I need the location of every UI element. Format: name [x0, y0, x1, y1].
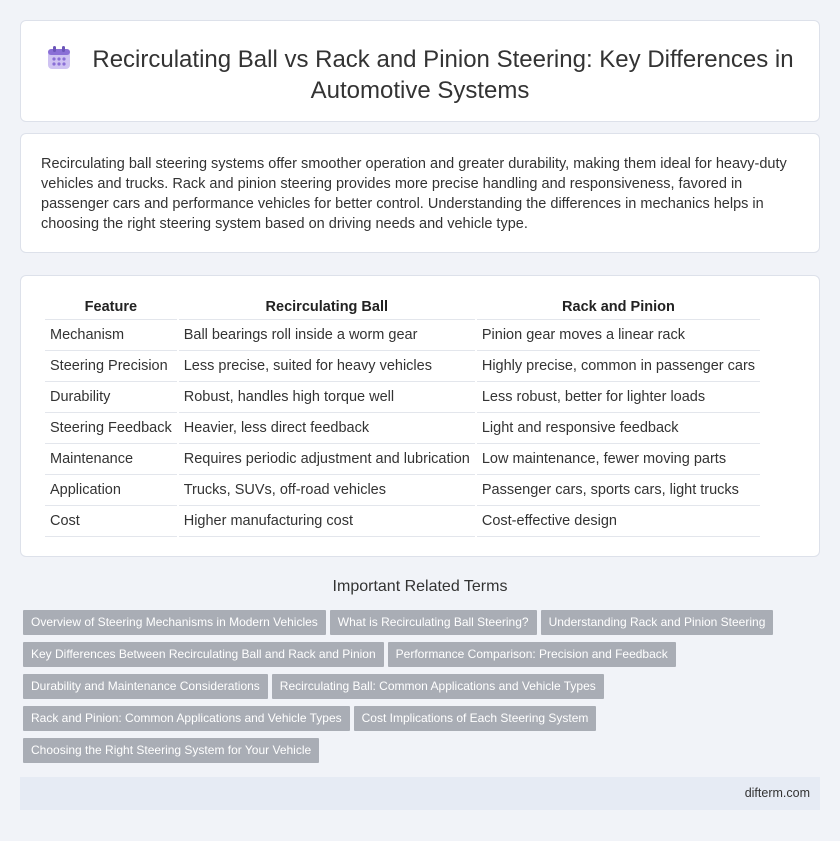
cell-rack-and-pinion: Pinion gear moves a linear rack — [477, 320, 760, 351]
header-feature: Feature — [45, 295, 177, 320]
cell-rack-and-pinion: Passenger cars, sports cars, light trucks — [477, 475, 760, 506]
related-terms-row — [23, 738, 813, 770]
related-term-tag[interactable]: Durability and Maintenance Considerations — [23, 674, 268, 699]
related-term-tag[interactable]: Choosing the Right Steering System for Your Vehicle — [23, 738, 319, 763]
cell-recirculating-ball: Trucks, SUVs, off-road vehicles — [179, 475, 475, 506]
cell-recirculating-ball: Ball bearings roll inside a worm gear — [179, 320, 475, 351]
footer-site-link[interactable]: difterm.com — [744, 786, 810, 800]
cell-recirculating-ball: Heavier, less direct feedback — [179, 413, 475, 444]
cell-recirculating-ball: Requires periodic adjustment and lubrication — [179, 444, 475, 475]
cell-feature: Durability — [45, 382, 177, 413]
table-row — [45, 351, 760, 382]
cell-rack-and-pinion: Highly precise, common in passenger cars — [477, 351, 760, 382]
header-rack-and-pinion: Rack and Pinion — [477, 295, 760, 320]
related-term-tag[interactable]: Rack and Pinion: Common Applications and Vehicle Types — [23, 706, 350, 731]
related-term-tag[interactable]: Cost Implications of Each Steering System — [354, 706, 597, 731]
cell-feature: Mechanism — [45, 320, 177, 351]
table-row — [45, 475, 760, 506]
cell-rack-and-pinion: Low maintenance, fewer moving parts — [477, 444, 760, 475]
calendar-icon — [46, 45, 72, 71]
table-row — [45, 506, 760, 537]
related-terms-row — [23, 706, 813, 738]
cell-recirculating-ball: Robust, handles high torque well — [179, 382, 475, 413]
table-row — [45, 320, 760, 351]
related-term-tag[interactable]: Performance Comparison: Precision and Feedback — [388, 642, 676, 667]
table-row — [45, 444, 760, 475]
related-terms-title: Important Related Terms — [332, 578, 508, 595]
cell-feature: Application — [45, 475, 177, 506]
cell-feature: Maintenance — [45, 444, 177, 475]
comparison-table — [43, 295, 762, 537]
intro-paragraph: Recirculating ball steering systems offer smoother operation and greater durability, making them ideal for heavy-duty vehicles and trucks. Rack and pinion steering provides more precise handling and responsiveness, favored in passenger cars and performance vehicles for better control. Understanding the differences in mechanics helps in choosing the right steering system based on driving needs and vehicle type. — [41, 156, 787, 232]
header-recirculating-ball: Recirculating Ball — [179, 295, 475, 320]
related-term-tag[interactable]: Understanding Rack and Pinion Steering — [541, 610, 774, 635]
related-terms-row — [23, 642, 813, 674]
cell-rack-and-pinion: Light and responsive feedback — [477, 413, 760, 444]
table-row — [45, 413, 760, 444]
related-terms-list — [23, 610, 813, 770]
related-terms-row — [23, 610, 813, 642]
table-header-row — [45, 295, 760, 320]
footer — [20, 777, 820, 810]
related-term-tag[interactable]: What is Recirculating Ball Steering? — [330, 610, 537, 635]
cell-recirculating-ball: Higher manufacturing cost — [179, 506, 475, 537]
page-title-text: Recirculating Ball vs Rack and Pinion Steering: Key Differences in Automotive Systems — [92, 46, 794, 104]
cell-feature: Steering Feedback — [45, 413, 177, 444]
cell-rack-and-pinion: Cost-effective design — [477, 506, 760, 537]
comparison-table-card — [20, 275, 820, 557]
cell-feature: Cost — [45, 506, 177, 537]
related-term-tag[interactable]: Recirculating Ball: Common Applications and Vehicle Types — [272, 674, 604, 699]
cell-recirculating-ball: Less precise, suited for heavy vehicles — [179, 351, 475, 382]
related-term-tag[interactable]: Key Differences Between Recirculating Ball and Rack and Pinion — [23, 642, 384, 667]
cell-rack-and-pinion: Less robust, better for lighter loads — [477, 382, 760, 413]
cell-feature: Steering Precision — [45, 351, 177, 382]
related-term-tag[interactable]: Overview of Steering Mechanisms in Modern Vehicles — [23, 610, 326, 635]
table-row — [45, 382, 760, 413]
page-title — [21, 44, 819, 106]
header-card — [20, 20, 820, 122]
intro-card — [20, 133, 820, 253]
related-terms-row — [23, 674, 813, 706]
